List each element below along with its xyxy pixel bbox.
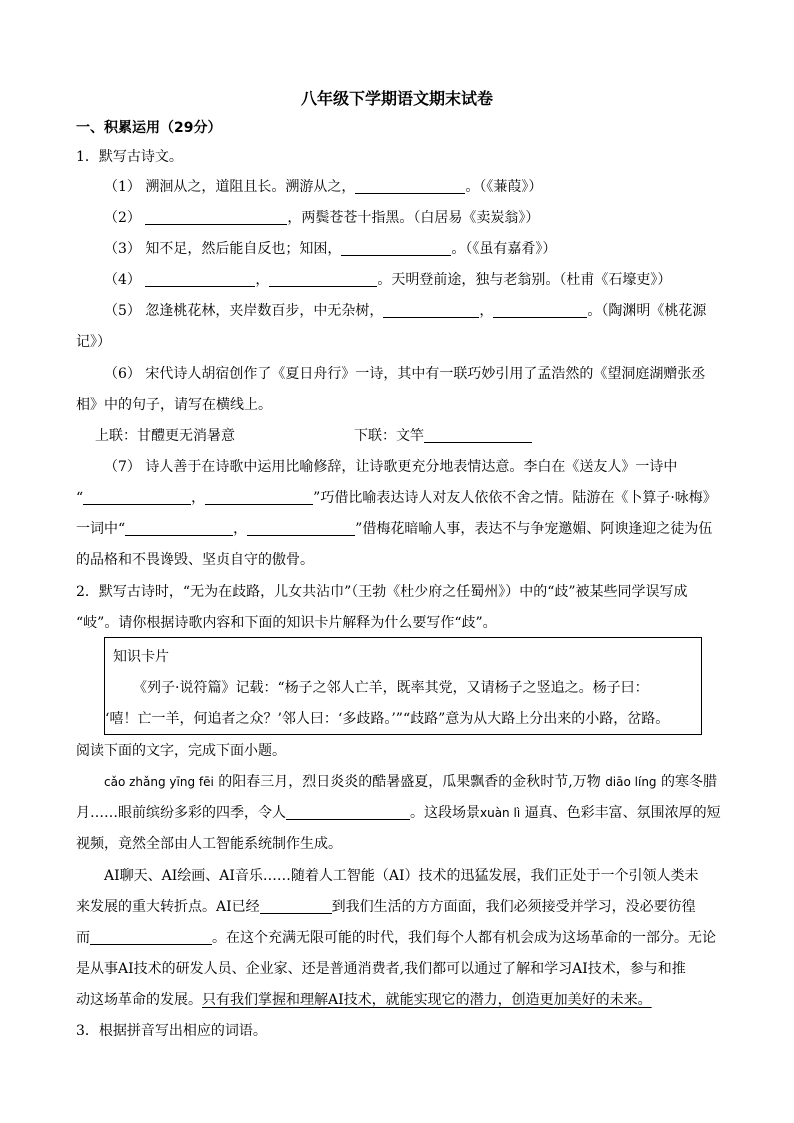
prompt-text: 溯洄从之，道阻且长。溯游从之， [145, 179, 356, 195]
upper-couplet: 上联：甘醴更无消暑意 [95, 428, 235, 444]
reading-p1-line2 [76, 803, 752, 823]
answer-blank[interactable] [493, 303, 587, 318]
prompt-text: ”借梅花暗喻人事，表达不与争宠邀媚、阿谀逢迎之徒为伍 [355, 521, 713, 537]
part-number: （6） [104, 366, 141, 382]
part-number: （3） [104, 241, 141, 257]
reading-p2-line3 [76, 928, 752, 948]
paragraph-text: 的阳春三月，烈日炎炎的酷暑盛夏，瓜果飘香的金秋时节,万物 [218, 774, 601, 790]
page-title: 八年级下学期语文期末试卷 [300, 89, 493, 108]
reading-p1-line3: 视频，竟然全部由人工智能系统制作生成。 [76, 836, 342, 852]
prompt-text: 诗人善于在诗歌中运用比喻修辞，让诗歌更充分地表情达意。李白在《送友人》一诗中 [145, 459, 678, 475]
card-text-line1: 《列子·说符篇》记载：“杨子之邻人亡羊，既率其党，又请杨子之竖追之。杨子曰： [133, 680, 649, 696]
answer-blank[interactable] [260, 899, 332, 914]
source-text: ，两鬓苍苍十指黑。（白居易《卖炭翁》） [287, 210, 540, 226]
prompt-text: 知不足，然后能自反也；知困， [145, 241, 342, 257]
source-text: 。（陶渊明《桃花源 [587, 303, 707, 319]
answer-blank[interactable] [205, 490, 313, 505]
card-text-line2: ‘嘻！亡一羊，何追者之众？’邻人曰：‘多歧路。’”“歧路”意为从大路上分出来的小路，岔路。 [105, 711, 670, 727]
paragraph-text: 的寒冬腊 [661, 774, 717, 790]
part-number: （7） [104, 459, 141, 475]
answer-blank[interactable] [286, 805, 410, 820]
question-1-part-3 [104, 239, 752, 259]
question-1-part-6 [104, 364, 752, 384]
paragraph-text: 逼真、色彩丰富、氛围浓厚的短 [524, 805, 721, 821]
underlined-sentence: 只有我们掌握和理解AI技术，就能实现它的潜力，创造更加美好的未来。 [202, 992, 652, 1008]
separator: ， [191, 490, 206, 506]
question-1-part-6-cont: 相》中的句子，请写在横线上。 [76, 397, 272, 413]
paragraph-text: 。这段场景 [410, 805, 480, 821]
pinyin-3: xuàn lì [480, 806, 521, 820]
question-2-line1: 2．默写古诗时，“无为在歧路，儿女共沾巾”（王勃《杜少府之任蜀州》）中的“歧”被某些同学误写成 [76, 584, 688, 600]
paragraph-text: 月……眼前缤纷多彩的四季，令人 [76, 805, 286, 821]
separator: ， [255, 272, 270, 288]
prompt-text: ”巧借比喻表达诗人对友人依依不舍之情。陆游在《卜算子·咏梅》 [313, 490, 717, 506]
answer-blank[interactable] [90, 930, 212, 945]
question-1-part-5-cont: 记》） [76, 334, 111, 350]
question-1-part-7-line2 [76, 488, 752, 508]
part-number: （4） [104, 272, 141, 288]
question-1-part-7 [104, 457, 752, 477]
source-text: 。（《蒹葭》） [465, 179, 543, 195]
paragraph-text: 来发展的重大转折点。AI已经 [76, 899, 260, 915]
lower-couplet [354, 426, 654, 446]
answer-blank[interactable] [269, 272, 377, 287]
answer-blank[interactable] [341, 241, 451, 256]
lower-couplet-text: 下联：文竿 [354, 428, 424, 444]
reading-p2-line4: 是从事AI技术的研发人员、企业家、还是普通消费者,我们都可以通过了解和学习AI技术，参与和推 [76, 961, 686, 977]
paragraph-text: 动这场革命的发展。 [76, 992, 202, 1008]
separator: ， [479, 303, 494, 319]
question-1-part-5 [104, 301, 752, 321]
question-1-part-1 [104, 177, 752, 197]
pinyin-2: diāo líng [605, 775, 657, 789]
prompt-text: 宋代诗人胡宿创作了《夏日舟行》一诗，其中有一联巧妙引用了孟浩然的《望洞庭湖赠张丞 [145, 366, 706, 382]
separator: ， [233, 521, 248, 537]
question-1-part-4 [104, 270, 752, 290]
question-1-stem: 1．默写古诗文。 [76, 149, 183, 165]
part-number: （2） [104, 210, 141, 226]
answer-blank[interactable] [145, 210, 287, 225]
question-1-part-7-line4: 的品格和不畏谗毁、坚贞自守的傲骨。 [76, 552, 314, 568]
question-3: 3．根据拼音写出相应的词语。 [76, 1023, 267, 1039]
reading-intro: 阅读下面的文字，完成下面小题。 [76, 743, 286, 759]
answer-blank[interactable] [125, 521, 233, 536]
question-2-line2: “岐”。请你根据诗歌内容和下面的知识卡片解释为什么要写作“歧”。 [76, 615, 497, 631]
answer-blank[interactable] [424, 428, 532, 443]
answer-blank[interactable] [383, 303, 479, 318]
reading-p1-line1 [104, 772, 752, 792]
answer-blank[interactable] [355, 179, 465, 194]
question-1-part-7-line3 [76, 519, 752, 539]
prompt-text: 忽逢桃花林，夹岸数百步，中无杂树， [145, 303, 384, 319]
part-number: （5） [104, 303, 141, 319]
pinyin-1: cǎo zhǎng yīng fēi [104, 775, 214, 789]
paragraph-text: 到我们生活的方方面面，我们必须接受并学习，没必要彷徨 [331, 899, 696, 915]
paragraph-text: 而 [76, 930, 90, 946]
reading-p2-line2 [76, 897, 752, 917]
answer-blank[interactable] [145, 272, 255, 287]
reading-p2-line5 [76, 990, 752, 1010]
paragraph-text: 。在这个充满无限可能的时代，我们每个人都有机会成为这场革命的一部分。无论 [212, 930, 716, 946]
knowledge-card [104, 637, 702, 735]
quote-open: “ [76, 490, 84, 506]
prompt-text: 一词中“ [76, 521, 126, 537]
question-1-part-2 [104, 208, 752, 228]
part-number: （1） [104, 179, 141, 195]
source-text: 。天明登前途，独与老翁别。（杜甫《石壕吏》） [377, 272, 672, 288]
answer-blank[interactable] [247, 521, 355, 536]
source-text: 。（《虽有嘉肴》） [451, 241, 557, 257]
answer-blank[interactable] [83, 490, 191, 505]
reading-p2-line1: AI聊天、AI绘画、AI音乐……随着人工智能（AI）技术的迅猛发展，我们正处于一个引领人类未 [104, 868, 699, 884]
card-title: 知识卡片 [113, 649, 169, 665]
section-heading: 一、积累运用（29分） [76, 120, 222, 136]
